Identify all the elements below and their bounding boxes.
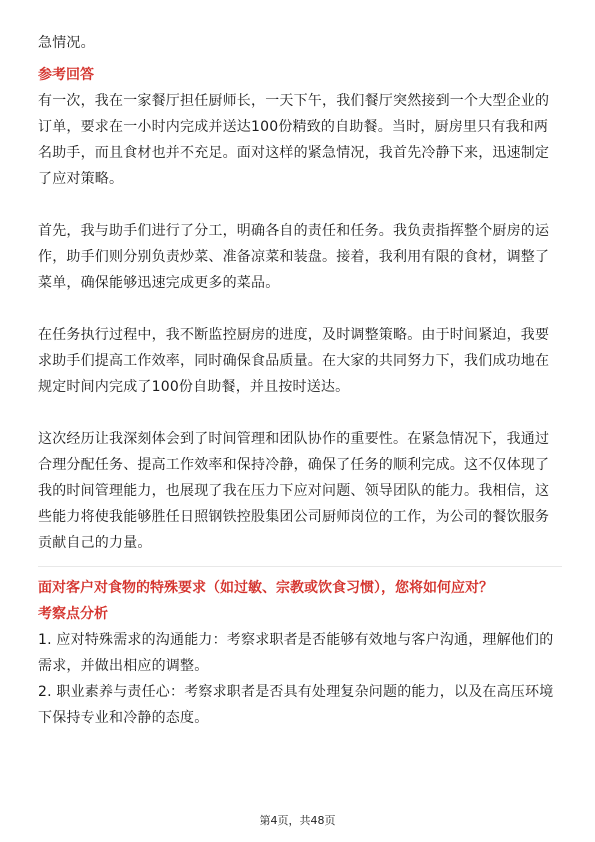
- answer-paragraph-4: [38, 426, 562, 556]
- answer-line: 菜单，确保能够迅速完成更多的菜品。: [38, 275, 280, 291]
- answer-line: 作，助手们则分别负责炒菜、准备凉菜和装盘。接着，我利用有限的食材，调整了: [38, 249, 550, 265]
- answer-line: 些能力将使我能够胜任日照钢铁控股集团公司厨师岗位的工作，为公司的餐饮服务: [38, 509, 550, 525]
- answer-line: 在任务执行过程中，我不断监控厨房的进度，及时调整策略。由于时间紧迫，我要: [38, 327, 550, 343]
- page-content: [38, 30, 562, 731]
- answer-line: 这次经历让我深刻体会到了时间管理和团队协作的重要性。在紧急情况下，我通过: [38, 431, 550, 447]
- answer-line: 有一次，我在一家餐厅担任厨师长，一天下午，我们餐厅突然接到一个大型企业的: [38, 93, 550, 109]
- page-number: 第4页，共48页: [259, 814, 336, 827]
- answer-paragraph-3: [38, 322, 562, 400]
- answer-line: 名助手，而且食材也并不充足。面对这样的紧急情况，我首先冷静下来，迅速制定: [38, 145, 550, 161]
- analysis-line: 下保持专业和冷静的态度。: [38, 710, 209, 726]
- analysis-item-1: [38, 627, 562, 679]
- answer-line: 了应对策略。: [38, 171, 124, 187]
- analysis-item-2: [38, 679, 562, 731]
- answer-line: 订单，要求在一小时内完成并送达100份精致的自助餐。当时，厨房里只有我和两: [38, 119, 549, 135]
- question-heading: 面对客户对食物的特殊要求（如过敏、宗教或饮食习惯），您将如何应对？: [38, 580, 493, 596]
- analysis-line: 1. 应对特殊需求的沟通能力：考察求职者是否能够有效地与客户沟通，理解他们的: [38, 632, 554, 648]
- answer-paragraph-1: [38, 88, 562, 192]
- answer-line: 合理分配任务、提高工作效率和保持冷静，确保了任务的顺利完成。这不仅体现了: [38, 457, 550, 473]
- analysis-line: 需求，并做出相应的调整。: [38, 658, 209, 674]
- section-divider: [38, 566, 562, 567]
- answer-line: 规定时间内完成了100份自助餐，并且按时送达。: [38, 379, 350, 395]
- answer-paragraph-2: [38, 218, 562, 296]
- answer-line: 首先，我与助手们进行了分工，明确各自的责任和任务。我负责指挥整个厨房的运: [38, 223, 550, 239]
- answer-heading: 参考回答: [38, 67, 94, 83]
- lead-tail-text: 急情况。: [38, 35, 95, 51]
- answer-line: 贡献自己的力量。: [38, 535, 152, 551]
- answer-line: 求助手们提高工作效率，同时确保食品质量。在大家的共同努力下，我们成功地在: [38, 353, 550, 369]
- analysis-heading: 考察点分析: [38, 606, 108, 622]
- answer-line: 我的时间管理能力，也展现了我在压力下应对问题、领导团队的能力。我相信，这: [38, 483, 550, 499]
- analysis-line: 2. 职业素养与责任心：考察求职者是否具有处理复杂问题的能力，以及在高压环境: [38, 684, 554, 700]
